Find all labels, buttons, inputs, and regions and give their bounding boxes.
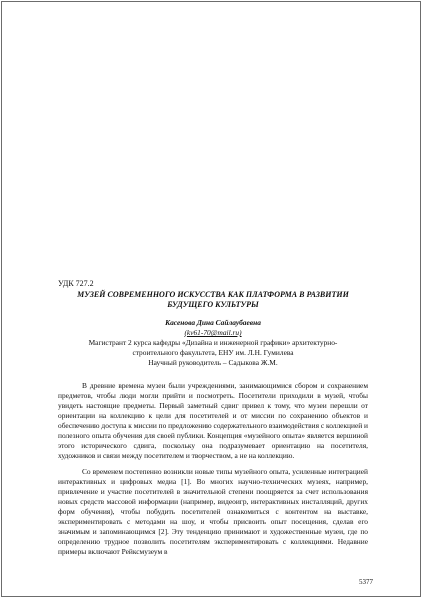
body-paragraph-2: Со временем постепенно возникли новые типы музейного опыта, усиленные интеграцией интерактивных и цифровых медиа [1]. Во многих научно-технических музеях, например, привлечение и участие посетителей в значительной степени поощряется за счет использования новых средств массовой информации (например, видеоигр, интерактивных инсталляций, других форм обучения), чтобы побудить посетителей ознакомиться с контентом на выставке, экспериментировать с методами на шоу, и чтобы присвоить опыт посещения, сделав его значимым и запоминающимся [2]. Эту тенденцию принимают и художественные музеи, где по определению трудное позволить посетителям экспериментировать с коллекциями. Недавние примеры включают Рейксмузеум в <box>58 467 368 556</box>
author-name: Касенова Дина Сайлаубаевна <box>165 318 261 327</box>
article-title-line-2: БУДУЩЕГО КУЛЬТУРЫ <box>167 300 259 309</box>
author-affiliation-line-2: строительного факультета, ЕНУ им. Л.Н. Гумилева <box>132 348 294 357</box>
article-title <box>58 290 368 310</box>
article-title-line-1: МУЗЕЙ СОВРЕМЕННОГО ИСКУССТВА КАК ПЛАТФОРМА В РАЗВИТИИ <box>77 290 349 299</box>
author-email[interactable]: (kv61-70@mail.ru) <box>184 328 242 337</box>
author-block <box>58 318 368 368</box>
body-paragraph-1: В древние времена музеи были учреждениями, занимающимися сбором и сохранением предметов, чтобы люди могли прийти и посмотреть. Посетители приходили в музей, чтобы увидеть настоящие предметы. Первый заметный сдвиг привел к тому, что музеи перешли от ориентации на коллекцию к цели для посетителей и от миссии по сохранению объектов и обеспечению доступа к миссии по предложению содержательного взаимодействия с коллекцией и полезного опыта обучения для своей публики. Концепция «музейного опыта» является вершиной этого исторического сдвига, поскольку она подразумевает ориентацию на посетителя, художников и связи между посетителем и творчеством, а не на коллекцию. <box>58 381 368 460</box>
udc-code: УДК 727.2 <box>58 279 94 288</box>
article-body <box>58 381 368 557</box>
author-affiliation-line-1: Магистрант 2 курса кафедры «Дизайна и инженерной графики» архитектурно- <box>88 338 338 347</box>
article-content <box>58 279 368 563</box>
scientific-supervisor: Научный руководитель – Садыкова Ж.М. <box>148 358 278 367</box>
page-number: 5377 <box>359 578 373 586</box>
